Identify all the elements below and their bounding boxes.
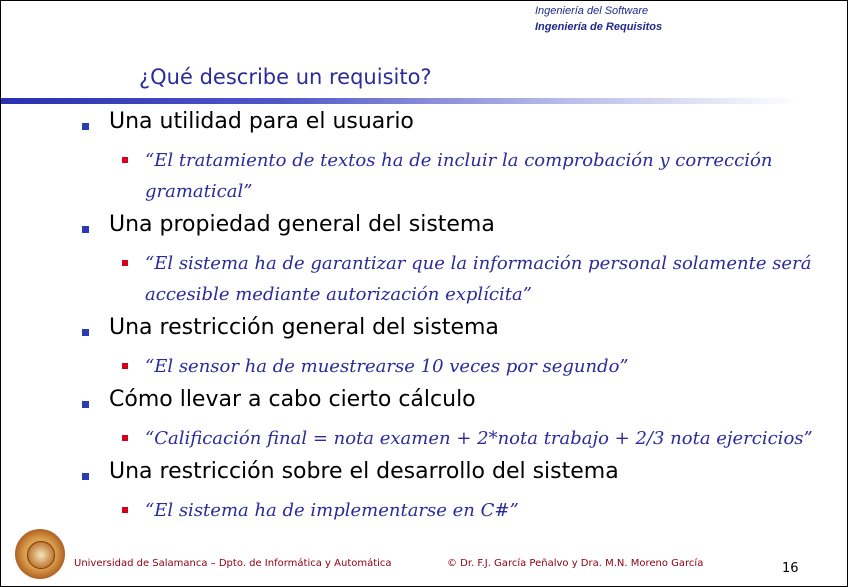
bullet-text: Una utilidad para el usuario bbox=[109, 109, 414, 134]
sub-bullet-text: “El tratamiento de textos ha de incluir la comprobación y corrección gramatical” bbox=[145, 150, 773, 202]
sub-bullet-square-icon bbox=[122, 435, 128, 441]
bullet-text: Una restricción sobre el desarrollo del sistema bbox=[109, 459, 619, 484]
sub-bullet-text: “Calificación final = nota examen + 2*nota trabajo + 2/3 nota ejercicios” bbox=[145, 428, 813, 449]
bullet-text: Una propiedad general del sistema bbox=[109, 212, 495, 237]
sub-bullet-text: “El sensor ha de muestrearse 10 veces por segundo” bbox=[145, 356, 629, 377]
course-name: Ingeniería del Software bbox=[535, 5, 649, 17]
bullet-text: Cómo llevar a cabo cierto cálculo bbox=[109, 387, 476, 412]
footer-authors: © Dr. F.J. García Peñalvo y Dra. M.N. Moreno García bbox=[447, 558, 704, 569]
bullet-square-icon bbox=[82, 123, 89, 130]
bullet-square-icon bbox=[82, 329, 89, 336]
page-number: 16 bbox=[782, 561, 799, 576]
title-underline-bar bbox=[1, 98, 801, 104]
bullet-square-icon bbox=[82, 226, 89, 233]
course-header bbox=[535, 3, 662, 35]
sub-bullet-square-icon bbox=[122, 157, 128, 163]
sub-bullet-square-icon bbox=[122, 260, 128, 266]
course-subject: Ingeniería de Requisitos bbox=[535, 21, 663, 33]
university-seal-icon bbox=[15, 529, 65, 579]
sub-bullet-square-icon bbox=[122, 363, 128, 369]
sub-bullet-text: “El sistema ha de implementarse en C#” bbox=[145, 500, 519, 521]
sub-bullet-text: “El sistema ha de garantizar que la información personal solamente será accesible mediante autorización explícita” bbox=[145, 253, 812, 305]
bullet-square-icon bbox=[82, 401, 89, 408]
slide-title: ¿Qué describe un requisito? bbox=[139, 65, 432, 89]
sub-bullet-square-icon bbox=[122, 507, 128, 513]
footer-institution: Universidad de Salamanca – Dpto. de Informática y Automática bbox=[74, 558, 392, 569]
bullet-square-icon bbox=[82, 473, 89, 480]
bullet-text: Una restricción general del sistema bbox=[109, 315, 499, 340]
